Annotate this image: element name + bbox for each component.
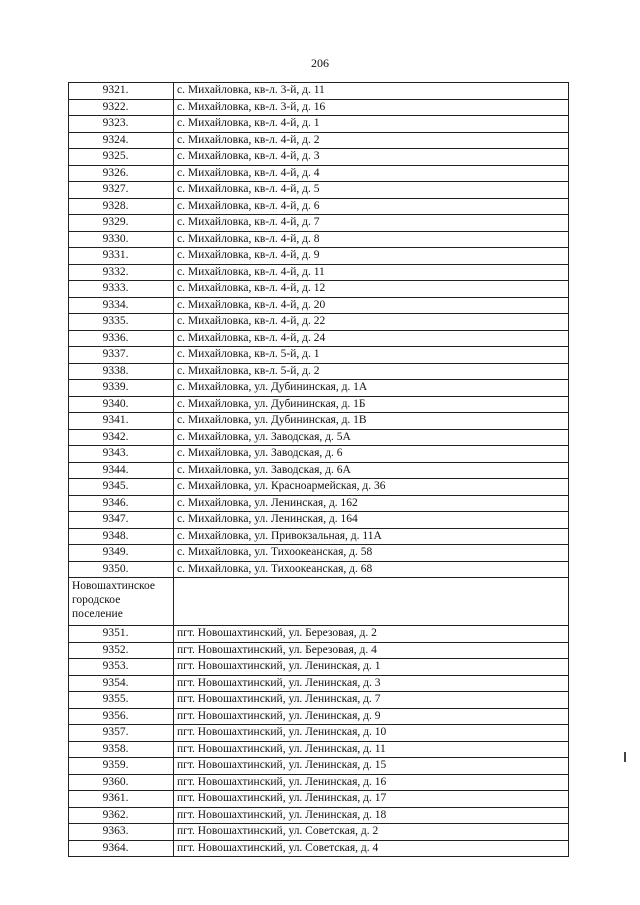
row-number: 9348. <box>69 528 174 545</box>
row-address: с. Михайловка, кв-л. 4-й, д. 6 <box>174 198 569 215</box>
row-address: пгт. Новошахтинский, ул. Ленинская, д. 11 <box>174 741 569 758</box>
table-row <box>69 446 569 463</box>
row-address: пгт. Новошахтинский, ул. Березовая, д. 2 <box>174 626 569 643</box>
table-row <box>69 314 569 331</box>
table-row <box>69 380 569 397</box>
row-number: 9336. <box>69 330 174 347</box>
row-address: с. Михайловка, кв-л. 4-й, д. 20 <box>174 297 569 314</box>
section-row <box>69 578 569 626</box>
table-row <box>69 708 569 725</box>
table-row <box>69 561 569 578</box>
row-address: пгт. Новошахтинский, ул. Ленинская, д. 3 <box>174 675 569 692</box>
row-number: 9343. <box>69 446 174 463</box>
row-number: 9351. <box>69 626 174 643</box>
row-number: 9330. <box>69 231 174 248</box>
row-number: 9342. <box>69 429 174 446</box>
table-row <box>69 99 569 116</box>
row-address: с. Михайловка, кв-л. 5-й, д. 2 <box>174 363 569 380</box>
row-number: 9347. <box>69 512 174 529</box>
table-row <box>69 479 569 496</box>
row-address: с. Михайловка, ул. Дубининская, д. 1А <box>174 380 569 397</box>
row-address: пгт. Новошахтинский, ул. Ленинская, д. 7 <box>174 692 569 709</box>
row-address: с. Михайловка, ул. Тихоокеанская, д. 58 <box>174 545 569 562</box>
section-body <box>69 578 569 626</box>
row-number: 9361. <box>69 791 174 808</box>
table-row <box>69 675 569 692</box>
row-address: с. Михайловка, кв-л. 4-й, д. 24 <box>174 330 569 347</box>
row-address: с. Михайловка, ул. Привокзальная, д. 11А <box>174 528 569 545</box>
table-row <box>69 231 569 248</box>
row-address: пгт. Новошахтинский, ул. Советская, д. 4 <box>174 840 569 857</box>
table-row <box>69 132 569 149</box>
scan-artifact <box>624 752 626 762</box>
table-row <box>69 840 569 857</box>
row-address: с. Михайловка, ул. Ленинская, д. 164 <box>174 512 569 529</box>
row-address: с. Михайловка, кв-л. 3-й, д. 16 <box>174 99 569 116</box>
row-number: 9335. <box>69 314 174 331</box>
row-address: пгт. Новошахтинский, ул. Ленинская, д. 9 <box>174 708 569 725</box>
row-address: с. Михайловка, кв-л. 3-й, д. 11 <box>174 83 569 100</box>
table-row <box>69 528 569 545</box>
table-row <box>69 248 569 265</box>
row-number: 9356. <box>69 708 174 725</box>
table-row <box>69 182 569 199</box>
row-number: 9327. <box>69 182 174 199</box>
table-row <box>69 165 569 182</box>
row-number: 9333. <box>69 281 174 298</box>
table-row <box>69 758 569 775</box>
row-number: 9337. <box>69 347 174 364</box>
row-address: с. Михайловка, ул. Дубининская, д. 1Б <box>174 396 569 413</box>
row-number: 9326. <box>69 165 174 182</box>
section-address-cell <box>174 578 569 626</box>
table-row <box>69 462 569 479</box>
row-address: с. Михайловка, ул. Заводская, д. 6А <box>174 462 569 479</box>
table-row <box>69 626 569 643</box>
table-row <box>69 659 569 676</box>
row-address: пгт. Новошахтинский, ул. Ленинская, д. 15 <box>174 758 569 775</box>
row-number: 9321. <box>69 83 174 100</box>
row-number: 9350. <box>69 561 174 578</box>
table-row <box>69 824 569 841</box>
table-row <box>69 774 569 791</box>
row-address: пгт. Новошахтинский, ул. Советская, д. 2 <box>174 824 569 841</box>
table-row <box>69 807 569 824</box>
row-address: с. Михайловка, кв-л. 4-й, д. 9 <box>174 248 569 265</box>
table-row <box>69 692 569 709</box>
row-number: 9339. <box>69 380 174 397</box>
row-address: с. Михайловка, кв-л. 4-й, д. 4 <box>174 165 569 182</box>
row-address: с. Михайловка, ул. Ленинская, д. 162 <box>174 495 569 512</box>
row-address: с. Михайловка, кв-л. 4-й, д. 8 <box>174 231 569 248</box>
row-number: 9358. <box>69 741 174 758</box>
table-row <box>69 512 569 529</box>
row-address: пгт. Новошахтинский, ул. Ленинская, д. 17 <box>174 791 569 808</box>
page-number: 206 <box>311 56 329 70</box>
row-address: с. Михайловка, ул. Дубининская, д. 1В <box>174 413 569 430</box>
row-number: 9341. <box>69 413 174 430</box>
row-number: 9324. <box>69 132 174 149</box>
row-address: с. Михайловка, ул. Заводская, д. 6 <box>174 446 569 463</box>
address-table <box>68 82 569 857</box>
table-row <box>69 642 569 659</box>
table-row <box>69 330 569 347</box>
row-number: 9354. <box>69 675 174 692</box>
row-number: 9322. <box>69 99 174 116</box>
table-row <box>69 495 569 512</box>
table-row <box>69 347 569 364</box>
table-row <box>69 215 569 232</box>
row-number: 9346. <box>69 495 174 512</box>
row-address: с. Михайловка, кв-л. 4-й, д. 3 <box>174 149 569 166</box>
row-number: 9325. <box>69 149 174 166</box>
row-number: 9338. <box>69 363 174 380</box>
table-row <box>69 396 569 413</box>
table-row <box>69 429 569 446</box>
row-number: 9353. <box>69 659 174 676</box>
row-number: 9323. <box>69 116 174 133</box>
row-address: пгт. Новошахтинский, ул. Ленинская, д. 16 <box>174 774 569 791</box>
row-address: с. Михайловка, кв-л. 4-й, д. 7 <box>174 215 569 232</box>
row-address: пгт. Новошахтинский, ул. Ленинская, д. 10 <box>174 725 569 742</box>
row-number: 9357. <box>69 725 174 742</box>
table-row <box>69 281 569 298</box>
address-table-body-bottom <box>69 626 569 857</box>
row-number: 9345. <box>69 479 174 496</box>
row-number: 9329. <box>69 215 174 232</box>
table-row <box>69 149 569 166</box>
row-address: с. Михайловка, ул. Красноармейская, д. 36 <box>174 479 569 496</box>
row-address: с. Михайловка, кв-л. 4-й, д. 11 <box>174 264 569 281</box>
row-number: 9344. <box>69 462 174 479</box>
table-row <box>69 791 569 808</box>
row-number: 9362. <box>69 807 174 824</box>
row-number: 9352. <box>69 642 174 659</box>
table-row <box>69 116 569 133</box>
table-row <box>69 545 569 562</box>
row-address: пгт. Новошахтинский, ул. Ленинская, д. 1 <box>174 659 569 676</box>
row-number: 9334. <box>69 297 174 314</box>
row-number: 9332. <box>69 264 174 281</box>
row-number: 9340. <box>69 396 174 413</box>
row-address: с. Михайловка, кв-л. 5-й, д. 1 <box>174 347 569 364</box>
row-number: 9328. <box>69 198 174 215</box>
row-address: с. Михайловка, кв-л. 4-й, д. 5 <box>174 182 569 199</box>
row-number: 9360. <box>69 774 174 791</box>
row-number: 9359. <box>69 758 174 775</box>
table-row <box>69 264 569 281</box>
row-number: 9349. <box>69 545 174 562</box>
row-address: пгт. Новошахтинский, ул. Ленинская, д. 18 <box>174 807 569 824</box>
row-address: с. Михайловка, кв-л. 4-й, д. 2 <box>174 132 569 149</box>
row-address: с. Михайловка, кв-л. 4-й, д. 1 <box>174 116 569 133</box>
row-number: 9331. <box>69 248 174 265</box>
row-address: с. Михайловка, кв-л. 4-й, д. 22 <box>174 314 569 331</box>
row-address: с. Михайловка, ул. Тихоокеанская, д. 68 <box>174 561 569 578</box>
row-number: 9364. <box>69 840 174 857</box>
table-row <box>69 725 569 742</box>
address-table-body-top <box>69 83 569 578</box>
table-row <box>69 413 569 430</box>
table-row <box>69 198 569 215</box>
row-address: с. Михайловка, ул. Заводская, д. 5А <box>174 429 569 446</box>
table-row <box>69 741 569 758</box>
row-number: 9355. <box>69 692 174 709</box>
row-address: с. Михайловка, кв-л. 4-й, д. 12 <box>174 281 569 298</box>
table-row <box>69 297 569 314</box>
table-row <box>69 363 569 380</box>
section-title: Новошахтинское городское поселение <box>69 578 174 626</box>
table-row <box>69 83 569 100</box>
row-number: 9363. <box>69 824 174 841</box>
row-address: пгт. Новошахтинский, ул. Березовая, д. 4 <box>174 642 569 659</box>
